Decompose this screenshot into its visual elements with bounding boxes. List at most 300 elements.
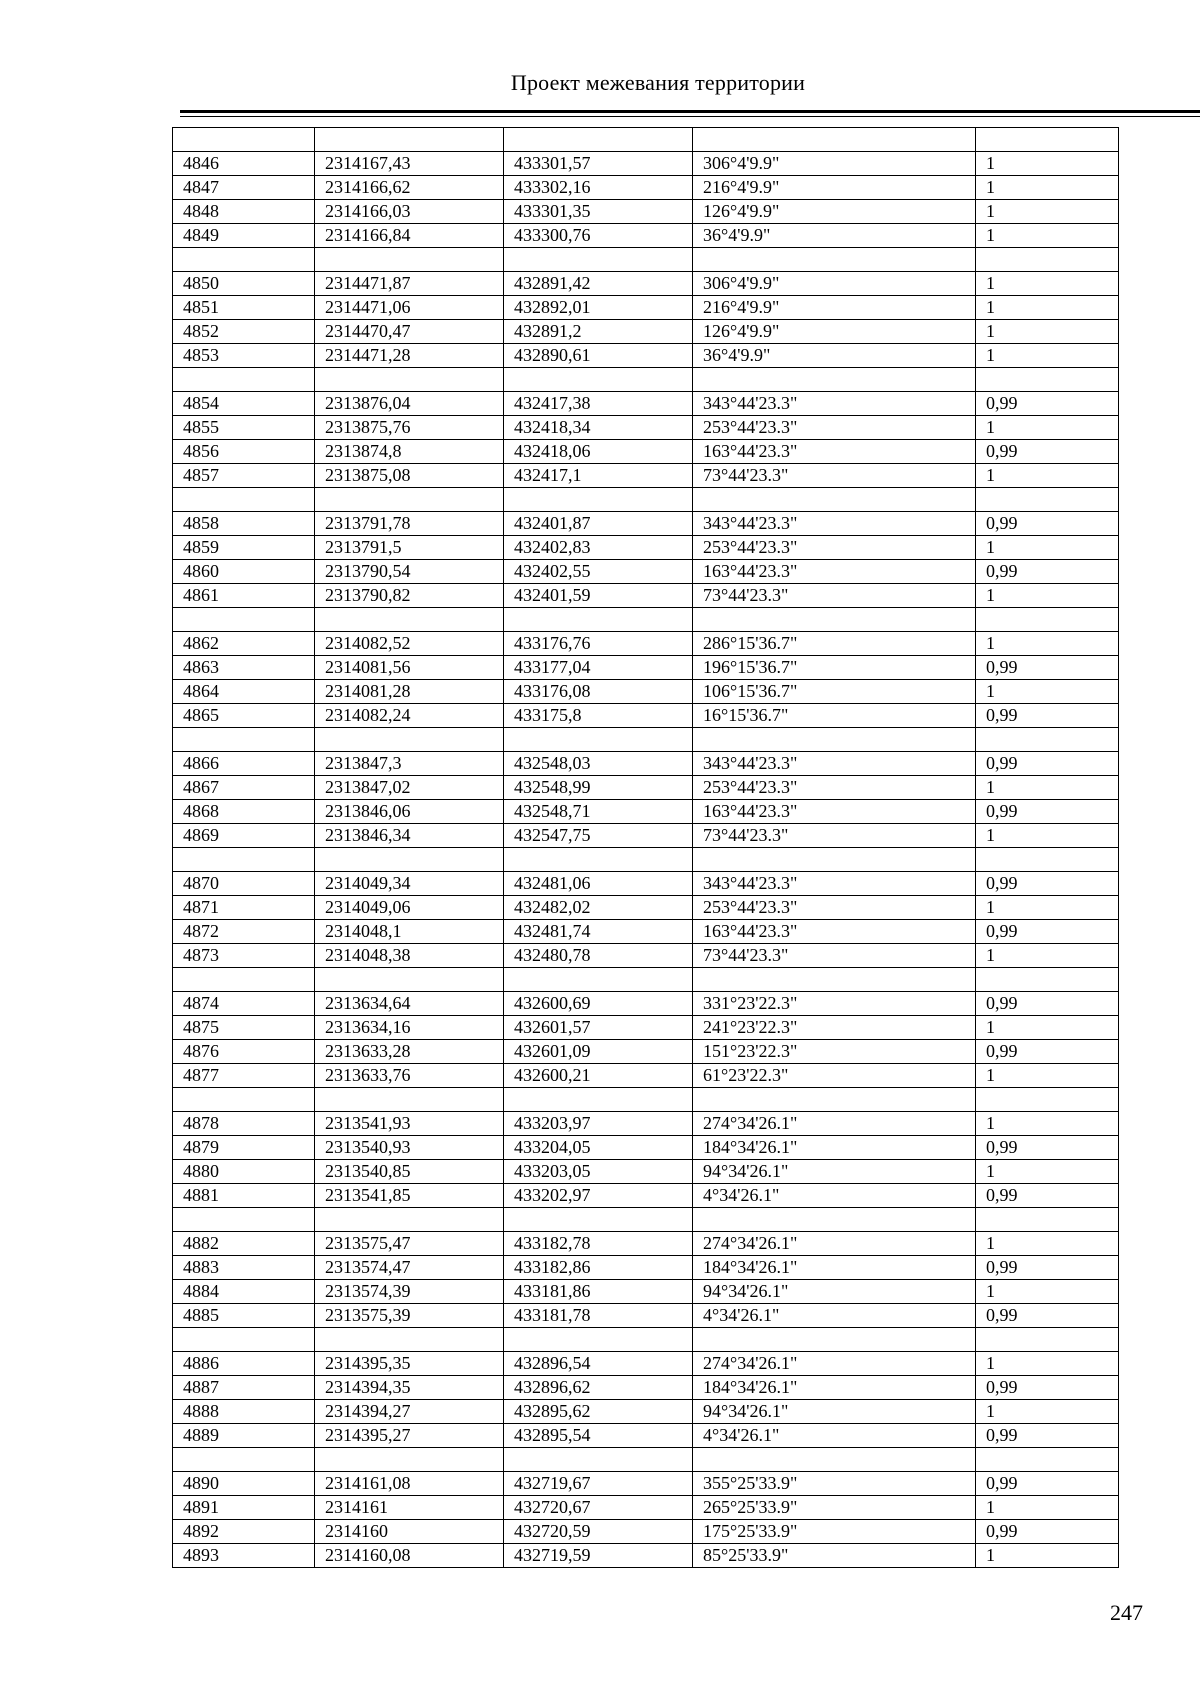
table-row (173, 944, 1119, 968)
empty-cell (315, 728, 504, 752)
table-row (173, 176, 1119, 200)
direction-angle-cell: 94°34'26.1" (693, 1160, 976, 1184)
table-row (173, 344, 1119, 368)
empty-cell (504, 488, 693, 512)
point-number-cell: 4855 (173, 416, 315, 440)
empty-cell (976, 968, 1119, 992)
table-row (173, 1280, 1119, 1304)
group-separator-row (173, 248, 1119, 272)
y-coordinate-cell: 432895,62 (504, 1400, 693, 1424)
y-coordinate-cell: 432482,02 (504, 896, 693, 920)
empty-cell (504, 1088, 693, 1112)
point-number-cell: 4865 (173, 704, 315, 728)
length-cell: 0,99 (976, 1376, 1119, 1400)
empty-cell (693, 368, 976, 392)
y-coordinate-cell: 432417,1 (504, 464, 693, 488)
direction-angle-cell: 343°44'23.3" (693, 872, 976, 896)
empty-cell (173, 848, 315, 872)
table-row (173, 704, 1119, 728)
x-coordinate-cell: 2314082,52 (315, 632, 504, 656)
y-coordinate-cell: 432600,21 (504, 1064, 693, 1088)
point-number-cell: 4885 (173, 1304, 315, 1328)
empty-cell (173, 128, 315, 152)
x-coordinate-cell: 2314395,35 (315, 1352, 504, 1376)
x-coordinate-cell: 2314470,47 (315, 320, 504, 344)
table-row (173, 896, 1119, 920)
empty-cell (976, 248, 1119, 272)
direction-angle-cell: 343°44'23.3" (693, 752, 976, 776)
y-coordinate-cell: 433182,78 (504, 1232, 693, 1256)
table-row (173, 320, 1119, 344)
group-separator-row (173, 488, 1119, 512)
x-coordinate-cell: 2314395,27 (315, 1424, 504, 1448)
point-number-cell: 4860 (173, 560, 315, 584)
length-cell: 0,99 (976, 656, 1119, 680)
point-number-cell: 4850 (173, 272, 315, 296)
empty-cell (504, 128, 693, 152)
x-coordinate-cell: 2314166,84 (315, 224, 504, 248)
coordinates-table-body (173, 128, 1119, 1568)
direction-angle-cell: 343°44'23.3" (693, 392, 976, 416)
direction-angle-cell: 163°44'23.3" (693, 440, 976, 464)
table-row (173, 224, 1119, 248)
x-coordinate-cell: 2313634,16 (315, 1016, 504, 1040)
length-cell: 1 (976, 1496, 1119, 1520)
x-coordinate-cell: 2313790,54 (315, 560, 504, 584)
length-cell: 1 (976, 344, 1119, 368)
y-coordinate-cell: 433176,76 (504, 632, 693, 656)
direction-angle-cell: 265°25'33.9" (693, 1496, 976, 1520)
table-row (173, 1016, 1119, 1040)
y-coordinate-cell: 432719,59 (504, 1544, 693, 1568)
point-number-cell: 4875 (173, 1016, 315, 1040)
y-coordinate-cell: 432719,67 (504, 1472, 693, 1496)
table-row (173, 632, 1119, 656)
direction-angle-cell: 36°4'9.9" (693, 344, 976, 368)
table-row (173, 1376, 1119, 1400)
point-number-cell: 4886 (173, 1352, 315, 1376)
direction-angle-cell: 4°34'26.1" (693, 1424, 976, 1448)
y-coordinate-cell: 432402,83 (504, 536, 693, 560)
table-row (173, 1184, 1119, 1208)
point-number-cell: 4878 (173, 1112, 315, 1136)
table-row (173, 992, 1119, 1016)
empty-cell (173, 488, 315, 512)
group-separator-row (173, 848, 1119, 872)
group-separator-row (173, 1208, 1119, 1232)
table-row (173, 440, 1119, 464)
length-cell: 1 (976, 1160, 1119, 1184)
table-row (173, 1064, 1119, 1088)
point-number-cell: 4874 (173, 992, 315, 1016)
empty-cell (504, 608, 693, 632)
point-number-cell: 4869 (173, 824, 315, 848)
direction-angle-cell: 4°34'26.1" (693, 1304, 976, 1328)
table-row (173, 1352, 1119, 1376)
direction-angle-cell: 106°15'36.7" (693, 680, 976, 704)
point-number-cell: 4853 (173, 344, 315, 368)
empty-cell (504, 1208, 693, 1232)
y-coordinate-cell: 432481,06 (504, 872, 693, 896)
point-number-cell: 4880 (173, 1160, 315, 1184)
table-row (173, 920, 1119, 944)
group-separator-row (173, 968, 1119, 992)
table-row (173, 536, 1119, 560)
x-coordinate-cell: 2314048,1 (315, 920, 504, 944)
point-number-cell: 4876 (173, 1040, 315, 1064)
x-coordinate-cell: 2314160,08 (315, 1544, 504, 1568)
x-coordinate-cell: 2313633,76 (315, 1064, 504, 1088)
x-coordinate-cell: 2313875,08 (315, 464, 504, 488)
empty-cell (173, 368, 315, 392)
length-cell: 1 (976, 272, 1119, 296)
x-coordinate-cell: 2314049,34 (315, 872, 504, 896)
table-row (173, 296, 1119, 320)
direction-angle-cell: 85°25'33.9" (693, 1544, 976, 1568)
page-number: 247 (1110, 1600, 1143, 1625)
y-coordinate-cell: 433182,86 (504, 1256, 693, 1280)
y-coordinate-cell: 433177,04 (504, 656, 693, 680)
length-cell: 1 (976, 1352, 1119, 1376)
length-cell: 1 (976, 944, 1119, 968)
y-coordinate-cell: 432720,59 (504, 1520, 693, 1544)
empty-cell (315, 488, 504, 512)
empty-cell (173, 248, 315, 272)
point-number-cell: 4888 (173, 1400, 315, 1424)
empty-cell (315, 848, 504, 872)
x-coordinate-cell: 2314167,43 (315, 152, 504, 176)
direction-angle-cell: 306°4'9.9" (693, 152, 976, 176)
group-separator-row (173, 728, 1119, 752)
point-number-cell: 4870 (173, 872, 315, 896)
length-cell: 1 (976, 1400, 1119, 1424)
direction-angle-cell: 184°34'26.1" (693, 1136, 976, 1160)
empty-cell (173, 1088, 315, 1112)
x-coordinate-cell: 2313575,47 (315, 1232, 504, 1256)
x-coordinate-cell: 2313541,93 (315, 1112, 504, 1136)
empty-cell (693, 728, 976, 752)
table-row (173, 1040, 1119, 1064)
empty-cell (693, 1208, 976, 1232)
length-cell: 1 (976, 416, 1119, 440)
direction-angle-cell: 73°44'23.3" (693, 944, 976, 968)
point-number-cell: 4871 (173, 896, 315, 920)
length-cell: 1 (976, 536, 1119, 560)
empty-cell (976, 728, 1119, 752)
table-row (173, 776, 1119, 800)
point-number-cell: 4862 (173, 632, 315, 656)
empty-cell (504, 968, 693, 992)
length-cell: 0,99 (976, 1184, 1119, 1208)
table-row (173, 416, 1119, 440)
header-rule-thick (180, 110, 1200, 113)
empty-cell (173, 1328, 315, 1352)
empty-cell (173, 728, 315, 752)
empty-cell (693, 488, 976, 512)
x-coordinate-cell: 2313846,06 (315, 800, 504, 824)
point-number-cell: 4852 (173, 320, 315, 344)
x-coordinate-cell: 2314394,27 (315, 1400, 504, 1424)
x-coordinate-cell: 2313540,93 (315, 1136, 504, 1160)
x-coordinate-cell: 2314049,06 (315, 896, 504, 920)
empty-cell (976, 1088, 1119, 1112)
direction-angle-cell: 343°44'23.3" (693, 512, 976, 536)
x-coordinate-cell: 2313875,76 (315, 416, 504, 440)
length-cell: 1 (976, 896, 1119, 920)
length-cell: 0,99 (976, 704, 1119, 728)
table-row (173, 1160, 1119, 1184)
point-number-cell: 4858 (173, 512, 315, 536)
direction-angle-cell: 253°44'23.3" (693, 896, 976, 920)
direction-angle-cell: 184°34'26.1" (693, 1376, 976, 1400)
point-number-cell: 4857 (173, 464, 315, 488)
point-number-cell: 4881 (173, 1184, 315, 1208)
header-rule-thin (180, 116, 1200, 117)
y-coordinate-cell: 433181,86 (504, 1280, 693, 1304)
group-separator-row (173, 1328, 1119, 1352)
x-coordinate-cell: 2314161 (315, 1496, 504, 1520)
length-cell: 0,99 (976, 920, 1119, 944)
table-row (173, 1136, 1119, 1160)
direction-angle-cell: 286°15'36.7" (693, 632, 976, 656)
direction-angle-cell: 306°4'9.9" (693, 272, 976, 296)
y-coordinate-cell: 432548,99 (504, 776, 693, 800)
point-number-cell: 4884 (173, 1280, 315, 1304)
x-coordinate-cell: 2313574,47 (315, 1256, 504, 1280)
x-coordinate-cell: 2313846,34 (315, 824, 504, 848)
direction-angle-cell: 73°44'23.3" (693, 584, 976, 608)
length-cell: 1 (976, 320, 1119, 344)
x-coordinate-cell: 2314081,28 (315, 680, 504, 704)
empty-cell (693, 848, 976, 872)
direction-angle-cell: 274°34'26.1" (693, 1352, 976, 1376)
direction-angle-cell: 163°44'23.3" (693, 920, 976, 944)
y-coordinate-cell: 433301,35 (504, 200, 693, 224)
point-number-cell: 4848 (173, 200, 315, 224)
coordinates-table (172, 127, 1119, 1568)
length-cell: 1 (976, 680, 1119, 704)
x-coordinate-cell: 2313633,28 (315, 1040, 504, 1064)
empty-cell (976, 848, 1119, 872)
y-coordinate-cell: 433181,78 (504, 1304, 693, 1328)
length-cell: 0,99 (976, 872, 1119, 896)
table-row (173, 464, 1119, 488)
y-coordinate-cell: 433300,76 (504, 224, 693, 248)
y-coordinate-cell: 432548,03 (504, 752, 693, 776)
y-coordinate-cell: 432601,57 (504, 1016, 693, 1040)
length-cell: 1 (976, 1112, 1119, 1136)
empty-cell (976, 1448, 1119, 1472)
table-row (173, 1304, 1119, 1328)
y-coordinate-cell: 432720,67 (504, 1496, 693, 1520)
empty-cell (173, 968, 315, 992)
length-cell: 0,99 (976, 1304, 1119, 1328)
table-row (173, 152, 1119, 176)
y-coordinate-cell: 433302,16 (504, 176, 693, 200)
point-number-cell: 4890 (173, 1472, 315, 1496)
table-row (173, 872, 1119, 896)
length-cell: 1 (976, 224, 1119, 248)
table-row (173, 1424, 1119, 1448)
y-coordinate-cell: 432548,71 (504, 800, 693, 824)
direction-angle-cell: 216°4'9.9" (693, 296, 976, 320)
x-coordinate-cell: 2313874,8 (315, 440, 504, 464)
table-row (173, 656, 1119, 680)
length-cell: 1 (976, 1232, 1119, 1256)
length-cell: 0,99 (976, 1256, 1119, 1280)
direction-angle-cell: 73°44'23.3" (693, 824, 976, 848)
empty-cell (693, 608, 976, 632)
length-cell: 0,99 (976, 1472, 1119, 1496)
direction-angle-cell: 274°34'26.1" (693, 1232, 976, 1256)
point-number-cell: 4851 (173, 296, 315, 320)
y-coordinate-cell: 433301,57 (504, 152, 693, 176)
point-number-cell: 4872 (173, 920, 315, 944)
point-number-cell: 4879 (173, 1136, 315, 1160)
length-cell: 1 (976, 1016, 1119, 1040)
table-row (173, 680, 1119, 704)
table-row (173, 1112, 1119, 1136)
y-coordinate-cell: 432895,54 (504, 1424, 693, 1448)
x-coordinate-cell: 2313791,5 (315, 536, 504, 560)
point-number-cell: 4892 (173, 1520, 315, 1544)
empty-cell (315, 968, 504, 992)
empty-cell (504, 368, 693, 392)
point-number-cell: 4846 (173, 152, 315, 176)
point-number-cell: 4849 (173, 224, 315, 248)
empty-cell (976, 128, 1119, 152)
y-coordinate-cell: 432601,09 (504, 1040, 693, 1064)
empty-cell (315, 368, 504, 392)
point-number-cell: 4883 (173, 1256, 315, 1280)
direction-angle-cell: 163°44'23.3" (693, 560, 976, 584)
y-coordinate-cell: 433176,08 (504, 680, 693, 704)
y-coordinate-cell: 433203,97 (504, 1112, 693, 1136)
empty-cell (976, 1328, 1119, 1352)
point-number-cell: 4877 (173, 1064, 315, 1088)
empty-cell (315, 608, 504, 632)
empty-cell (173, 608, 315, 632)
x-coordinate-cell: 2313634,64 (315, 992, 504, 1016)
length-cell: 1 (976, 200, 1119, 224)
empty-cell (315, 1088, 504, 1112)
direction-angle-cell: 36°4'9.9" (693, 224, 976, 248)
y-coordinate-cell: 432896,54 (504, 1352, 693, 1376)
group-separator-row (173, 1448, 1119, 1472)
direction-angle-cell: 16°15'36.7" (693, 704, 976, 728)
x-coordinate-cell: 2314471,87 (315, 272, 504, 296)
table-row (173, 800, 1119, 824)
direction-angle-cell: 175°25'33.9" (693, 1520, 976, 1544)
y-coordinate-cell: 433204,05 (504, 1136, 693, 1160)
x-coordinate-cell: 2313575,39 (315, 1304, 504, 1328)
point-number-cell: 4868 (173, 800, 315, 824)
length-cell: 0,99 (976, 752, 1119, 776)
empty-cell (693, 248, 976, 272)
group-separator-row (173, 608, 1119, 632)
length-cell: 1 (976, 584, 1119, 608)
length-cell: 0,99 (976, 1136, 1119, 1160)
point-number-cell: 4887 (173, 1376, 315, 1400)
empty-cell (976, 368, 1119, 392)
empty-cell (315, 248, 504, 272)
empty-cell (976, 1208, 1119, 1232)
point-number-cell: 4861 (173, 584, 315, 608)
group-separator-row (173, 128, 1119, 152)
x-coordinate-cell: 2314166,03 (315, 200, 504, 224)
empty-cell (504, 248, 693, 272)
x-coordinate-cell: 2314081,56 (315, 656, 504, 680)
y-coordinate-cell: 432891,42 (504, 272, 693, 296)
table-row (173, 560, 1119, 584)
group-separator-row (173, 1088, 1119, 1112)
direction-angle-cell: 216°4'9.9" (693, 176, 976, 200)
empty-cell (504, 1328, 693, 1352)
y-coordinate-cell: 432480,78 (504, 944, 693, 968)
group-separator-row (173, 368, 1119, 392)
length-cell: 1 (976, 1544, 1119, 1568)
x-coordinate-cell: 2313790,82 (315, 584, 504, 608)
page-header-title: Проект межевания территории (510, 70, 806, 95)
table-row (173, 512, 1119, 536)
point-number-cell: 4847 (173, 176, 315, 200)
point-number-cell: 4889 (173, 1424, 315, 1448)
point-number-cell: 4866 (173, 752, 315, 776)
empty-cell (693, 128, 976, 152)
empty-cell (693, 1328, 976, 1352)
empty-cell (976, 488, 1119, 512)
x-coordinate-cell: 2314048,38 (315, 944, 504, 968)
y-coordinate-cell: 432600,69 (504, 992, 693, 1016)
direction-angle-cell: 253°44'23.3" (693, 536, 976, 560)
table-row (173, 584, 1119, 608)
table-row (173, 1400, 1119, 1424)
y-coordinate-cell: 432402,55 (504, 560, 693, 584)
empty-cell (315, 1328, 504, 1352)
direction-angle-cell: 184°34'26.1" (693, 1256, 976, 1280)
point-number-cell: 4891 (173, 1496, 315, 1520)
y-coordinate-cell: 432417,38 (504, 392, 693, 416)
empty-cell (693, 1088, 976, 1112)
y-coordinate-cell: 433175,8 (504, 704, 693, 728)
direction-angle-cell: 61°23'22.3" (693, 1064, 976, 1088)
direction-angle-cell: 126°4'9.9" (693, 320, 976, 344)
table-row (173, 1232, 1119, 1256)
table-row (173, 1496, 1119, 1520)
point-number-cell: 4867 (173, 776, 315, 800)
point-number-cell: 4863 (173, 656, 315, 680)
x-coordinate-cell: 2313574,39 (315, 1280, 504, 1304)
empty-cell (315, 1448, 504, 1472)
length-cell: 1 (976, 152, 1119, 176)
direction-angle-cell: 94°34'26.1" (693, 1280, 976, 1304)
length-cell: 1 (976, 1280, 1119, 1304)
table-row (173, 752, 1119, 776)
point-number-cell: 4864 (173, 680, 315, 704)
y-coordinate-cell: 432418,06 (504, 440, 693, 464)
length-cell: 0,99 (976, 992, 1119, 1016)
y-coordinate-cell: 432547,75 (504, 824, 693, 848)
x-coordinate-cell: 2314082,24 (315, 704, 504, 728)
y-coordinate-cell: 432892,01 (504, 296, 693, 320)
x-coordinate-cell: 2313540,85 (315, 1160, 504, 1184)
point-number-cell: 4856 (173, 440, 315, 464)
length-cell: 1 (976, 176, 1119, 200)
length-cell: 1 (976, 1064, 1119, 1088)
y-coordinate-cell: 432481,74 (504, 920, 693, 944)
direction-angle-cell: 163°44'23.3" (693, 800, 976, 824)
empty-cell (173, 1448, 315, 1472)
